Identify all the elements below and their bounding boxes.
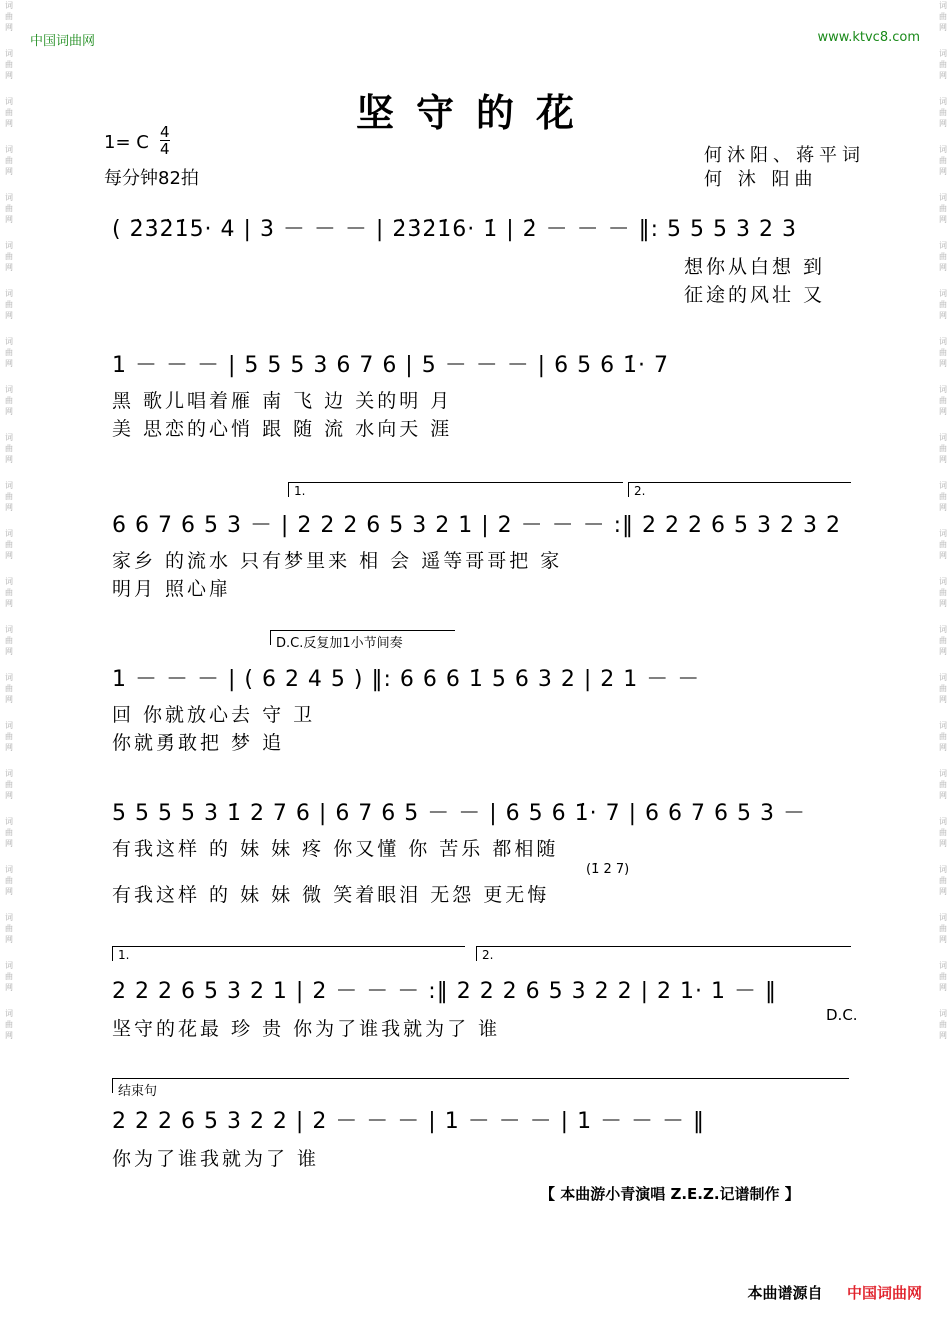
notation-row: 2 2 2 6 5 3 2 2 | 2 － － － | 1 － － － | 1 － － － ‖ bbox=[112, 1109, 706, 1134]
edge-watermark-text: 词 曲 网 bbox=[5, 961, 13, 992]
ending-bracket bbox=[112, 1078, 849, 1093]
volta-label-2: 2. bbox=[634, 484, 646, 498]
lyric-verse-2: 你就勇敢把 梦 追 bbox=[112, 732, 285, 754]
edge-watermark-text: 词 曲 网 bbox=[5, 625, 13, 656]
edge-watermark-text: 词 曲 网 bbox=[5, 1009, 13, 1040]
lyric-verse-2: 美 思恋的心悄 跟 随 流 水向天 涯 bbox=[112, 418, 453, 440]
song-title: 坚守的花 bbox=[355, 90, 596, 135]
time-signature bbox=[160, 124, 170, 157]
notation-row: 1 － － － | ( 6 2 4 5 ) ‖: 6 6 6 1̇ 5 6 3 2 | 2 1 － － bbox=[112, 667, 701, 692]
composer-credit: 何 沐 阳曲 bbox=[704, 169, 818, 190]
ending-label: 结束句 bbox=[118, 1084, 158, 1099]
edge-watermark-text: 词 曲 网 bbox=[939, 433, 947, 464]
score-line-7 bbox=[112, 1078, 852, 1178]
edge-watermark-text: 词 曲 网 bbox=[5, 145, 13, 176]
volta-bracket-1 bbox=[288, 482, 623, 497]
performer-credit: 【 本曲游小青演唱 Z.E.Z.记谱制作 】 bbox=[540, 1185, 800, 1203]
right-edge-watermark bbox=[936, 0, 950, 1325]
edge-watermark-text: 词 曲 网 bbox=[939, 97, 947, 128]
site-name-left[interactable]: 中国词曲网 bbox=[30, 34, 96, 49]
edge-watermark-text: 词 曲 网 bbox=[5, 193, 13, 224]
notation-row: 6 6 7 6 5 3 － | 2 2 2 6 5 3 2 1 | 2 － － － :‖ 2 2 2 6 5 3 2 3 2 bbox=[112, 513, 841, 538]
edge-watermark-text: 词 曲 网 bbox=[939, 1, 947, 32]
site-url-right[interactable]: www.ktvc8.com bbox=[817, 30, 920, 45]
edge-watermark-text: 词 曲 网 bbox=[939, 241, 947, 272]
notation-row: 5 5 5 5 3 1̇ 2 7 6 | 6 7 6 5 － － | 6 5 6 1̇· 7 | 6 6 7 6 5 3 － bbox=[112, 801, 806, 826]
lyric-verse-1: 坚守的花最 珍 贵 你为了谁我就为了 谁 bbox=[112, 1018, 501, 1040]
volta-label-1: 1. bbox=[294, 484, 306, 498]
edge-watermark-text: 词 曲 网 bbox=[939, 769, 947, 800]
lyric-verse-1: 家乡 的流水 只有梦里来 相 会 遥等哥哥把 家 bbox=[112, 550, 563, 572]
edge-watermark-text: 词 曲 网 bbox=[5, 1, 13, 32]
edge-watermark-text: 词 曲 网 bbox=[939, 817, 947, 848]
lyricist-credit: 何沐阳、蒋平词 bbox=[704, 145, 865, 166]
edge-watermark-text: 词 曲 网 bbox=[5, 865, 13, 896]
lyric-verse-1: 黑 歌儿唱着雁 南 飞 边 关的明 月 bbox=[112, 390, 453, 412]
volta-label-1: 1. bbox=[118, 948, 130, 962]
edge-watermark-text: 词 曲 网 bbox=[5, 289, 13, 320]
footer-source-site[interactable]: 中国词曲网 bbox=[846, 1284, 922, 1302]
dc-instruction: D.C.反复加1小节间奏 bbox=[276, 636, 403, 651]
footer-source-label: 本曲谱源自 bbox=[747, 1284, 823, 1302]
edge-watermark-text: 词 曲 网 bbox=[939, 481, 947, 512]
lyric-verse-2: 有我这样 的 妹 妹 微 笑着眼泪 无怨 更无悔 bbox=[112, 884, 550, 906]
edge-watermark-text: 词 曲 网 bbox=[5, 481, 13, 512]
edge-watermark-text: 词 曲 网 bbox=[5, 241, 13, 272]
tempo: 每分钟82拍 bbox=[104, 168, 199, 189]
edge-watermark-text: 词 曲 网 bbox=[5, 385, 13, 416]
edge-watermark-text: 词 曲 网 bbox=[939, 337, 947, 368]
edge-watermark-text: 词 曲 网 bbox=[939, 385, 947, 416]
edge-watermark-text: 词 曲 网 bbox=[939, 913, 947, 944]
volta-bracket-2 bbox=[476, 946, 851, 961]
lyric-verse-1: 回 你就放心去 守 卫 bbox=[112, 704, 316, 726]
grace-note-group: (1̇ 2 7) bbox=[586, 862, 630, 877]
notation-row: ( 2̇3̇2̇1̇5· 4 | 3 － － － | 2̇3̇2̇1̇6· 1̇ | 2̇ － － － ‖: 5 5 5 3 2 3 bbox=[112, 217, 798, 242]
edge-watermark-text: 词 曲 网 bbox=[5, 817, 13, 848]
footer-source bbox=[748, 1282, 923, 1303]
score-line-4 bbox=[112, 630, 852, 760]
lyric-verse-1: 有我这样 的 妹 妹 疼 你又懂 你 苦乐 都相随 bbox=[112, 838, 559, 860]
score-line-3 bbox=[112, 478, 852, 598]
edge-watermark-text: 词 曲 网 bbox=[5, 913, 13, 944]
edge-watermark-text: 词 曲 网 bbox=[5, 577, 13, 608]
edge-watermark-text: 词 曲 网 bbox=[939, 673, 947, 704]
edge-watermark-text: 词 曲 网 bbox=[939, 577, 947, 608]
edge-watermark-text: 词 曲 网 bbox=[939, 49, 947, 80]
edge-watermark-text: 词 曲 网 bbox=[5, 529, 13, 560]
edge-watermark-text: 词 曲 网 bbox=[939, 529, 947, 560]
edge-watermark-text: 词 曲 网 bbox=[5, 97, 13, 128]
edge-watermark-text: 词 曲 网 bbox=[5, 337, 13, 368]
edge-watermark-text: 词 曲 网 bbox=[939, 865, 947, 896]
score-line-6 bbox=[112, 944, 858, 1044]
left-edge-watermark bbox=[2, 0, 16, 1325]
edge-watermark-text: 词 曲 网 bbox=[5, 769, 13, 800]
edge-watermark-text: 词 曲 网 bbox=[5, 433, 13, 464]
volta-label-2: 2. bbox=[482, 948, 494, 962]
score-line-5 bbox=[112, 790, 852, 910]
lyric-verse-1: 想你从白想 到 bbox=[684, 256, 826, 278]
edge-watermark-text: 词 曲 网 bbox=[5, 721, 13, 752]
edge-watermark-text: 词 曲 网 bbox=[939, 289, 947, 320]
edge-watermark-text: 词 曲 网 bbox=[939, 193, 947, 224]
lyric-verse-1: 你为了谁我就为了 谁 bbox=[112, 1148, 320, 1170]
notation-row: 1 － － － | 5 5 5 3 6 7 6 | 5 － － － | 6 5 6 1̇· 7 bbox=[112, 353, 670, 378]
volta-bracket-2 bbox=[628, 482, 851, 497]
lyric-verse-2: 明月 照心扉 bbox=[112, 578, 232, 600]
time-signature-top: 4 bbox=[160, 123, 170, 141]
edge-watermark-text: 词 曲 网 bbox=[5, 49, 13, 80]
notation-row: 2 2 2 6 5 3 2 1 | 2 － － － :‖ 2 2 2 6 5 3 2 2 | 2 1· 1 － ‖ bbox=[112, 979, 777, 1004]
edge-watermark-text: 词 曲 网 bbox=[939, 721, 947, 752]
edge-watermark-text: 词 曲 网 bbox=[939, 961, 947, 992]
dc-mark: D.C. bbox=[826, 1006, 858, 1024]
lyric-verse-2: 征途的风壮 又 bbox=[684, 284, 826, 306]
edge-watermark-text: 词 曲 网 bbox=[5, 673, 13, 704]
score-line-2 bbox=[112, 344, 852, 444]
score-line-1 bbox=[112, 208, 852, 308]
time-signature-bottom: 4 bbox=[160, 140, 170, 158]
edge-watermark-text: 词 曲 网 bbox=[939, 1009, 947, 1040]
edge-watermark-text: 词 曲 网 bbox=[939, 145, 947, 176]
edge-watermark-text: 词 曲 网 bbox=[939, 625, 947, 656]
volta-bracket-1 bbox=[112, 946, 465, 961]
key-signature: 1= C bbox=[104, 132, 149, 153]
